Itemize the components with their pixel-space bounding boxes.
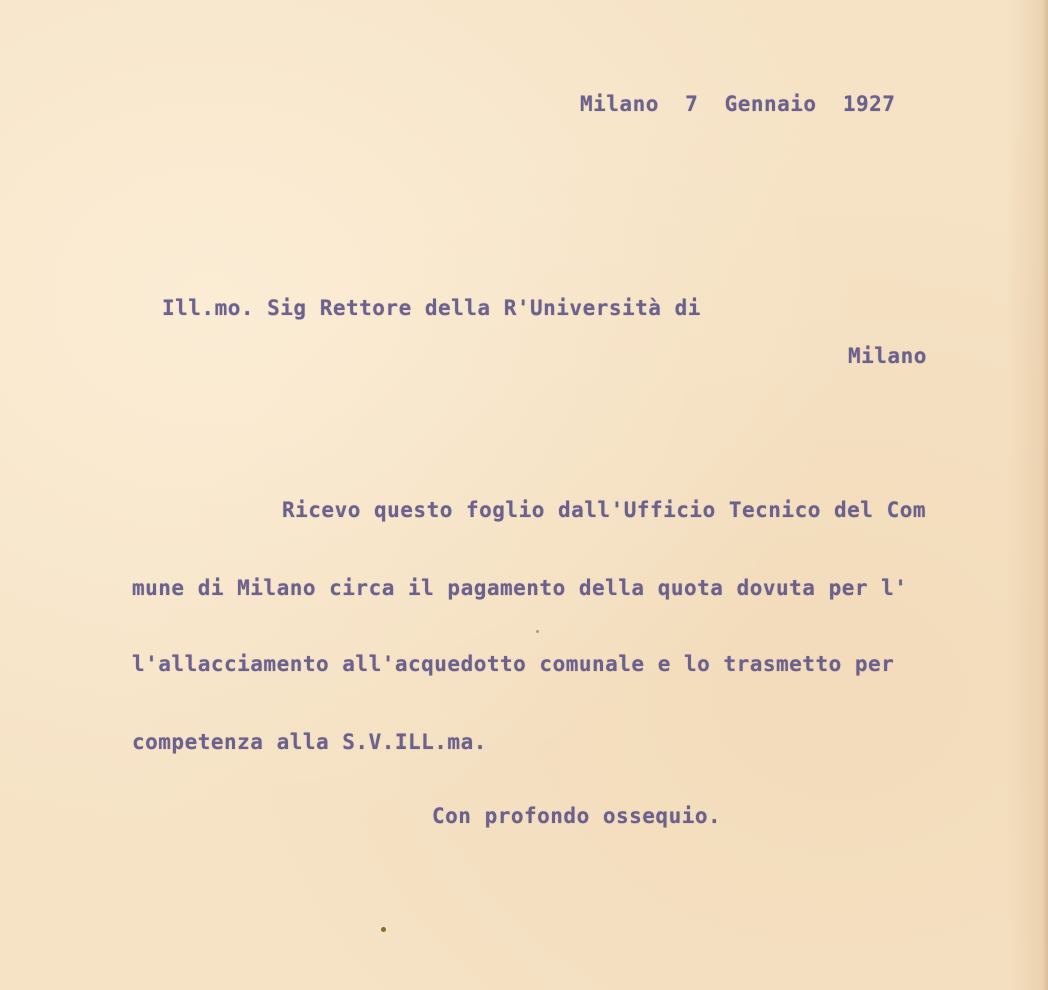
body-line-3: l'allacciamento all'acquedotto comunale e lo trasmetto per [132,652,895,676]
paper-speck [381,927,386,932]
paper-speck [536,630,539,633]
recipient-line: Ill.mo. Sig Rettore della R'Università di [162,296,701,320]
recipient-city: Milano [848,344,927,368]
body-line-2: mune di Milano circa il pagamento della quota dovuta per l' [132,576,908,600]
date-line: Milano 7 Gennaio 1927 [580,92,896,116]
closing-line: Con profondo ossequio. [432,804,722,828]
body-line-1: Ricevo questo foglio dall'Ufficio Tecnico del Com [282,498,927,522]
body-line-4: competenza alla S.V.ILL.ma. [132,730,487,754]
paper-edge [1042,0,1048,990]
